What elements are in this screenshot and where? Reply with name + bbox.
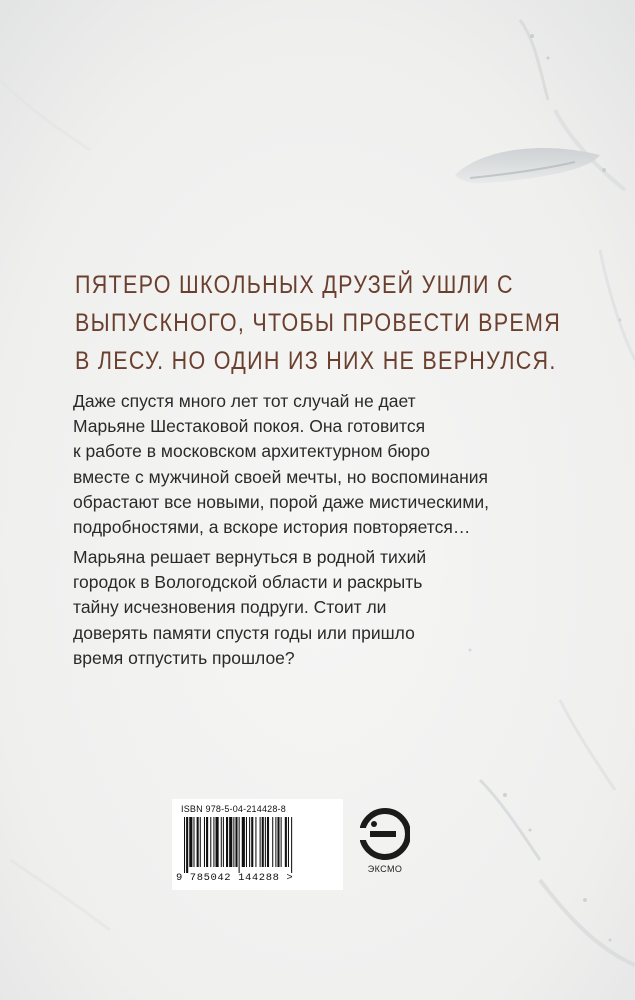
barcode-bar xyxy=(275,817,276,867)
barcode-bar xyxy=(235,817,237,867)
barcode-bar xyxy=(277,817,279,867)
barcode-bar xyxy=(216,817,219,867)
isbn-label: ISBN 978-5-04-214428-8 xyxy=(181,804,286,814)
barcode-bar xyxy=(267,817,269,867)
barcode-bar xyxy=(210,817,211,867)
barcode-bar xyxy=(251,817,253,867)
publisher-name: ЭКСМО xyxy=(367,864,403,874)
ean-digits: 9 785042 144288 > xyxy=(176,872,294,884)
barcode-bar xyxy=(262,817,264,867)
barcode-bar xyxy=(233,817,234,867)
headline-line: ПЯТЕРО ШКОЛЬНЫХ ДРУЗЕЙ УШЛИ С xyxy=(75,271,514,299)
paragraph-line: вместе с мужчиной своей мечты, но воспоминания xyxy=(73,466,488,487)
barcode-bar xyxy=(242,817,245,867)
headline-line: ВЫПУСКНОГО, ЧТОБЫ ПРОВЕСТИ ВРЕМЯ xyxy=(75,309,562,337)
barcode-bar xyxy=(246,817,247,867)
isbn-barcode xyxy=(172,799,343,890)
paragraph-line: обрастают все новыми, порой даже мистическими, xyxy=(73,491,489,512)
synopsis-paragraph-1 xyxy=(73,389,573,540)
paragraph-line: Марьяна решает вернуться в родной тихий xyxy=(73,547,427,567)
paragraph-line: время отпустить прошлое? xyxy=(73,647,295,668)
barcode-bar xyxy=(288,817,289,867)
paragraph-line: доверять памяти спустя годы или пришло xyxy=(73,622,415,643)
barcode-bar xyxy=(226,817,228,867)
barcode-bar xyxy=(239,817,240,873)
barcode-bar xyxy=(204,817,205,867)
headline-teaser xyxy=(75,266,562,380)
paragraph-line: городок в Вологодской области и раскрыть xyxy=(73,572,423,593)
headline-line: В ЛЕСУ. НО ОДИН ИЗ НИХ НЕ ВЕРНУЛСЯ. xyxy=(75,347,557,375)
barcode-bar xyxy=(197,817,199,867)
barcode-bar xyxy=(260,817,261,867)
synopsis-paragraph-2 xyxy=(73,545,573,671)
barcode-bar xyxy=(291,817,292,873)
barcode-bars xyxy=(184,817,332,873)
barcode-bar xyxy=(229,817,232,867)
barcode-bar xyxy=(272,817,273,867)
barcode-bar xyxy=(281,817,282,867)
paragraph-line: к работе в московском архитектурном бюро xyxy=(73,441,430,462)
publisher-logo xyxy=(355,808,415,878)
paragraph-line: тайну исчезновения подруги. Стоит ли xyxy=(73,597,387,618)
paragraph-line: Марьяне Шестаковой покоя. Она готовится xyxy=(73,416,426,437)
barcode-bar xyxy=(184,817,185,873)
paragraph-line: подробностями, а вскоре история повторяется… xyxy=(73,517,471,538)
barcode-bar xyxy=(200,817,201,867)
barcode-bar xyxy=(193,817,194,867)
barcode-bar xyxy=(249,817,250,867)
barcode-bar xyxy=(206,817,208,867)
barcode-bar xyxy=(186,817,188,873)
barcode-bar xyxy=(213,817,214,867)
eksmo-logo-icon xyxy=(360,808,410,860)
barcode-bar xyxy=(223,817,224,867)
barcode-bar xyxy=(255,817,256,867)
barcode-bar xyxy=(189,817,192,867)
paragraph-line: Даже спустя много лет тот случай не дает xyxy=(73,391,416,411)
barcode-bar xyxy=(221,817,222,867)
barcode-bar xyxy=(285,817,287,867)
barcode-bar xyxy=(265,817,266,867)
